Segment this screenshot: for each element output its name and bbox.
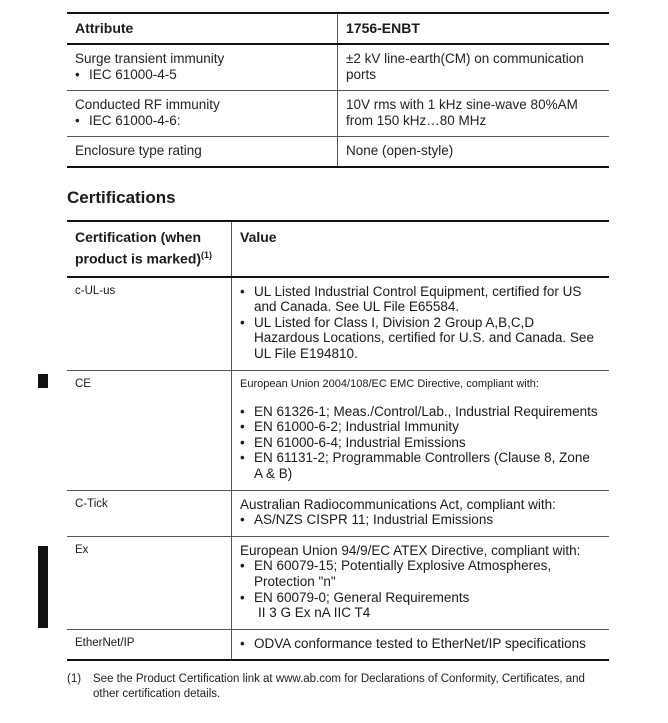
list-item: • EN 61000-6-2; Industrial Immunity bbox=[240, 419, 459, 435]
list-item: • EN 60079-15; Potentially Explosive Atmospheres, Protection "n" bbox=[240, 558, 552, 589]
bullet-icon: • bbox=[240, 419, 245, 435]
change-bar bbox=[38, 546, 48, 628]
bullet-icon: • bbox=[240, 512, 245, 528]
list-item: • EN 60079-0; General Requirements bbox=[240, 589, 470, 605]
table-row bbox=[67, 490, 609, 536]
bullet-icon: • bbox=[240, 589, 245, 605]
certification-value bbox=[232, 370, 610, 490]
bullet-icon: • bbox=[240, 558, 245, 574]
table-row bbox=[67, 277, 609, 370]
change-bar bbox=[38, 374, 48, 388]
attribute-value: None (open-style) bbox=[338, 137, 610, 168]
certification-name: EtherNet/IP bbox=[75, 636, 135, 649]
certification-name: Ex bbox=[75, 543, 89, 556]
bullet-icon: • bbox=[240, 434, 245, 450]
value-column-header: Value bbox=[232, 221, 610, 277]
bullet-icon: • bbox=[240, 283, 245, 299]
bullet-icon: • bbox=[240, 635, 245, 651]
certification-name: c-UL-us bbox=[75, 284, 116, 297]
attribute-table-header bbox=[67, 13, 609, 44]
marking-code: II 3 G Ex nA IIC T4 bbox=[258, 605, 371, 621]
list-item: • AS/NZS CISPR 11; Industrial Emissions bbox=[240, 512, 494, 528]
bullet-icon: • bbox=[240, 314, 245, 330]
table-row bbox=[67, 91, 609, 137]
certifications-table-header bbox=[67, 221, 609, 277]
list-item: • ODVA conformance tested to EtherNet/IP specifications bbox=[240, 635, 586, 651]
list-item: • UL Listed for Class I, Division 2 Group A,B,C,D Hazardous Locations, certified for U.S. and Canada. See UL File E194810. bbox=[240, 314, 594, 362]
list-item: • EN 61131-2; Programmable Controllers (Clause 8, Zone A & B) bbox=[240, 450, 590, 481]
certification-value bbox=[232, 277, 610, 370]
attribute-label: Enclosure type rating bbox=[75, 143, 202, 158]
list-item: • UL Listed Industrial Control Equipment, certified for US and Canada. See UL File E65584. bbox=[240, 283, 582, 315]
table-row bbox=[67, 629, 609, 660]
directive-intro: European Union 94/9/EC ATEX Directive, compliant with: bbox=[240, 542, 581, 558]
attribute-value: 10V rms with 1 kHz sine-wave 80%AM from 150 kHz…80 MHz bbox=[338, 91, 610, 137]
section-heading: Certifications bbox=[67, 188, 176, 207]
attribute-label: Surge transient immunity bbox=[75, 51, 225, 66]
bullet-icon: • bbox=[240, 450, 245, 466]
certification-value bbox=[232, 490, 610, 536]
list-item: • EN 61000-6-4; Industrial Emissions bbox=[240, 434, 466, 450]
footnote-reference: (1) bbox=[201, 250, 213, 260]
attribute-standard: • IEC 61000-4-5 bbox=[75, 67, 177, 82]
model-column-header: 1756-ENBT bbox=[338, 13, 610, 44]
certification-value bbox=[232, 536, 610, 629]
certification-column-header: Certification (when product is marked)$^{(1)}$ bbox=[75, 229, 213, 267]
footnote-text: See the Product Certification link at www.ab.com for Declarations of Conformity, Certificates, and other certification details. bbox=[93, 673, 585, 700]
table-row bbox=[67, 370, 609, 490]
bullet-icon: • bbox=[75, 113, 80, 128]
attribute-label: Conducted RF immunity bbox=[75, 97, 220, 112]
attribute-table bbox=[67, 12, 609, 168]
attribute-column-header: Attribute bbox=[75, 20, 134, 36]
footnote bbox=[67, 672, 607, 702]
table-row bbox=[67, 137, 609, 168]
table-row bbox=[67, 536, 609, 629]
list-item: • EN 61326-1; Meas./Control/Lab., Industrial Requirements bbox=[240, 403, 598, 419]
certification-value bbox=[232, 629, 610, 660]
certifications-table bbox=[67, 220, 609, 661]
attribute-value: ±2 kV line-earth(CM) on communication ports bbox=[338, 44, 610, 91]
certification-name: CE bbox=[75, 377, 91, 390]
table-row bbox=[67, 44, 609, 91]
directive-intro: Australian Radiocommunications Act, compliant with: bbox=[240, 496, 556, 512]
bullet-icon: • bbox=[75, 67, 80, 82]
directive-intro: European Union 2004/108/EC EMC Directive, compliant with: bbox=[240, 377, 539, 390]
certification-name: C-Tick bbox=[75, 497, 108, 510]
bullet-icon: • bbox=[240, 403, 245, 419]
attribute-standard: • IEC 61000-4-6: bbox=[75, 113, 181, 128]
footnote-marker: (1) bbox=[67, 673, 82, 685]
